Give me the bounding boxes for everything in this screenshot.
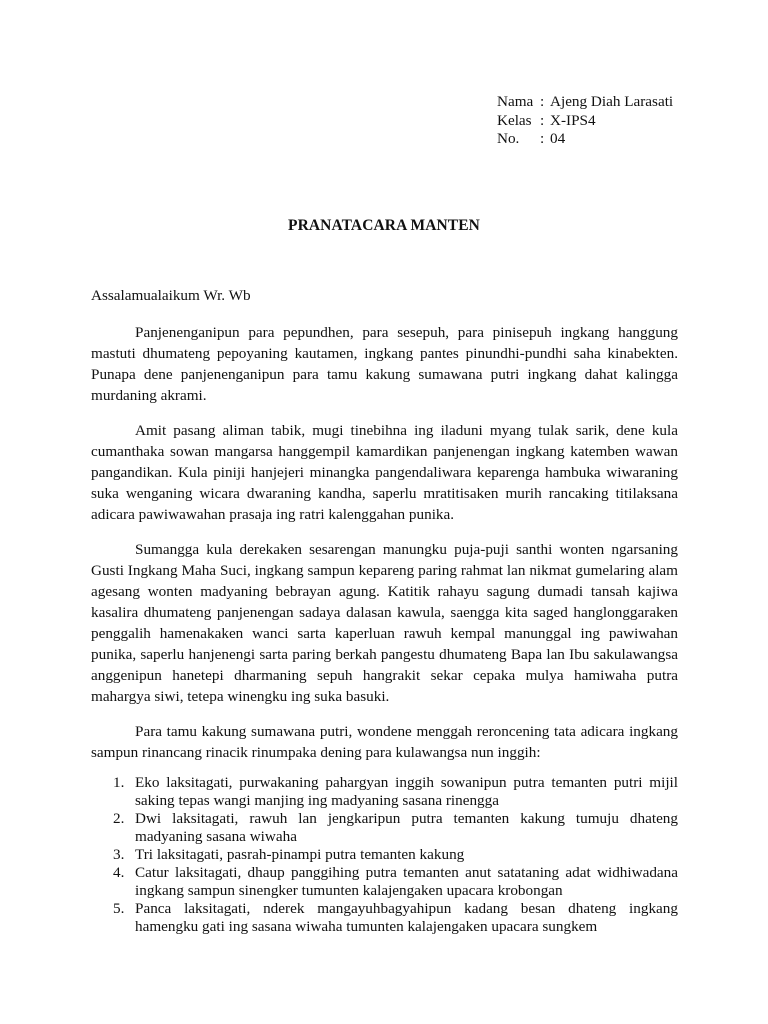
class-separator: : (540, 111, 545, 129)
paragraph: Sumangga kula derekaken sesarengan manungku puja-puji santhi wonten ngarsaning Gusti Ingkang Maha Suci, ingkang sampun kepareng paring rahmat lan nikmat gumelaring alam agesang wonten madyaning bebrayan agung. Katitik rahayu sagung dumadi tansah kajiwa kasalira dhumateng panjenengan sadaya dalasan kawula, saengga kita saged hanglonggaraken penggalih hamenakaken wanci sarta kaperluan rawuh kempal manunggal ing pawiwahan punika, saperlu hanjenengi sarta paring berkah pangestu dhumateng Bapa lan Ibu sakulawangsa anggenipun hanetepi dharmaning sepuh hangrakit sekar cepaka mulya hamiwaha putra mahargya siwi, tetepa winengku ing suka basuki. (91, 541, 678, 705)
student-identity (497, 93, 673, 149)
class-value: X-IPS4 (550, 111, 596, 129)
name-label: Nama (497, 93, 534, 110)
ceremony-list (91, 774, 678, 936)
paragraph: Amit pasang aliman tabik, mugi tinebihna ing iladuni myang tulak sarik, dene kula cumanthaka sowan mangarsa hanggempil kamardikan panjenengan ingkang katemben wawan pangandikan. Kula piniji hanjejeri minangka pangendaliwara keparenga hambuka wiwaraning suka wenganing wicara dwaraning kandha, saperlu mratitisaken murih rancaking titilaksana adicara pawiwawahan prasaja ing ratri kalenggahan punika. (91, 422, 678, 523)
list-item (91, 900, 678, 936)
number-separator: : (540, 130, 545, 147)
name-value: Ajeng Diah Larasati (550, 93, 674, 110)
list-item-number: 4. (113, 864, 125, 881)
list-item (91, 864, 678, 900)
identity-row-number (497, 130, 673, 149)
list-item-number: 1. (113, 774, 125, 791)
list-item-text: Catur laksitagati, dhaup panggihing putra temanten anut satataning adat widhiwadana ingkang sampun sinengker tumunten kalajengaken upacara krobongan (135, 864, 678, 899)
identity-row-name (497, 93, 673, 112)
greeting: Assalamualaikum Wr. Wb (91, 287, 251, 304)
list-item-number: 5. (113, 900, 125, 917)
list-item (91, 774, 678, 810)
paragraph: Panjenenganipun para pepundhen, para sesepuh, para pinisepuh ingkang hanggung mastuti dhumateng pepoyaning kautamen, ingkang pantes pinundhi-pundhi saha kinabekten. Punapa dene panjenenganipun para tamu kakung sumawana putri ingkang dahat kalingga murdaning akrami. (91, 324, 678, 404)
list-item (91, 846, 678, 864)
class-label: Kelas (497, 111, 532, 129)
list-item-text: Tri laksitagati, pasrah-pinampi putra temanten kakung (135, 846, 465, 863)
number-value: 04 (550, 130, 566, 147)
paragraph: Para tamu kakung sumawana putri, wondene menggah reroncening tata adicara ingkang sampun rinancang rinacik rinumpaka dening para kulawangsa nun inggih: (91, 723, 678, 761)
identity-row-class (497, 112, 673, 131)
list-item-number: 3. (113, 846, 125, 863)
list-item-text: Panca laksitagati, nderek mangayuhbagyahipun kadang besan dhateng ingkang hamengku gati ing sasana wiwaha tumunten kalajengaken upacara sungkem (135, 900, 678, 935)
document-title: PRANATACARA MANTEN (288, 217, 480, 234)
name-separator: : (540, 93, 545, 110)
number-label: No. (497, 130, 520, 147)
list-item (91, 810, 678, 846)
list-item-number: 2. (113, 810, 125, 827)
document-body (91, 322, 678, 936)
list-item-text: Eko laksitagati, purwakaning pahargyan inggih sowanipun putra temanten putri mijil saking tepas wangi manjing ing madyaning sasana rinengga (135, 774, 678, 809)
list-item-text: Dwi laksitagati, rawuh lan jengkaripun putra temanten kakung tumuju dhateng madyaning sasana wiwaha (135, 810, 678, 845)
